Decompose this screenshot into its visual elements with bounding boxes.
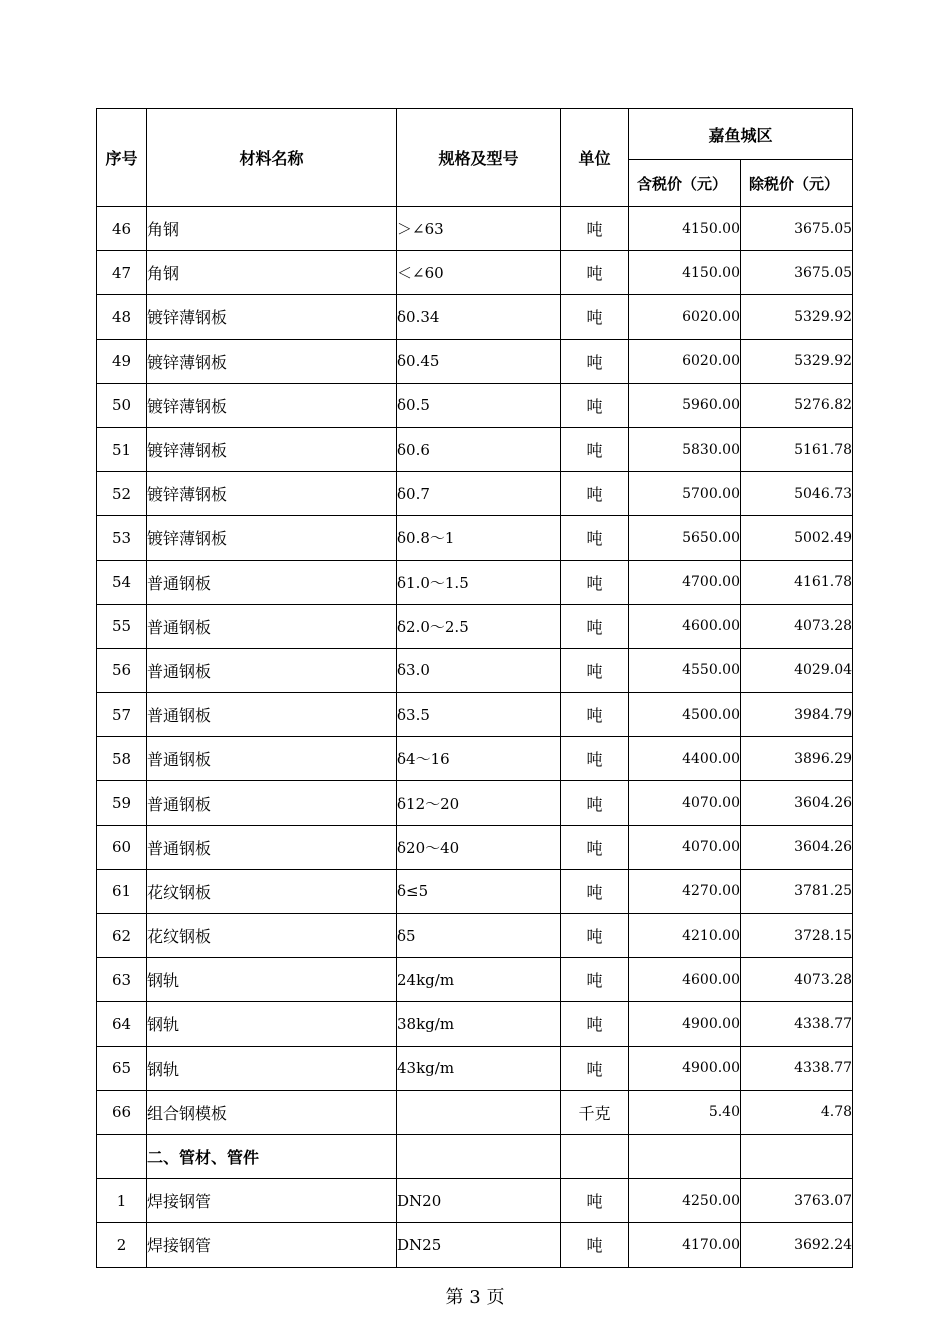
row-number: 63 [97, 958, 147, 1002]
unit: 吨 [561, 339, 629, 383]
table-row [97, 914, 853, 958]
row-number: 61 [97, 869, 147, 913]
price-table [96, 108, 853, 1268]
spec-model: δ12～20 [397, 781, 561, 825]
table-row [97, 295, 853, 339]
table-row [97, 516, 853, 560]
price-tax-excl: 3692.24 [741, 1223, 853, 1267]
spec-model: δ2.0～2.5 [397, 604, 561, 648]
price-tax-excl: 5329.92 [741, 339, 853, 383]
material-name: 角钢 [147, 251, 397, 295]
table-row [97, 693, 853, 737]
material-name: 普通钢板 [147, 825, 397, 869]
price-tax-incl: 5.40 [629, 1090, 741, 1134]
price-tax-excl: 3896.29 [741, 737, 853, 781]
section-row [97, 1134, 853, 1178]
table-row [97, 781, 853, 825]
spec-model: 24kg/m [397, 958, 561, 1002]
header-name: 材料名称 [147, 109, 397, 207]
unit: 吨 [561, 737, 629, 781]
material-name: 钢轨 [147, 1002, 397, 1046]
material-name: 组合钢模板 [147, 1090, 397, 1134]
unit: 吨 [561, 781, 629, 825]
material-name: 花纹钢板 [147, 914, 397, 958]
unit: 千克 [561, 1090, 629, 1134]
table-row [97, 604, 853, 648]
row-number: 60 [97, 825, 147, 869]
table-row [97, 1090, 853, 1134]
header-spec: 规格及型号 [397, 109, 561, 207]
price-tax-incl: 4600.00 [629, 958, 741, 1002]
material-name: 镀锌薄钢板 [147, 516, 397, 560]
price-tax-incl: 4250.00 [629, 1179, 741, 1223]
spec-model: δ1.0～1.5 [397, 560, 561, 604]
spec-model: δ3.5 [397, 693, 561, 737]
row-number: 52 [97, 472, 147, 516]
price-tax-excl [741, 1134, 853, 1178]
price-tax-excl: 5002.49 [741, 516, 853, 560]
unit: 吨 [561, 869, 629, 913]
price-tax-incl: 4900.00 [629, 1002, 741, 1046]
table-row [97, 1002, 853, 1046]
price-tax-excl: 4338.77 [741, 1002, 853, 1046]
row-number [97, 1134, 147, 1178]
spec-model: δ0.7 [397, 472, 561, 516]
row-number: 62 [97, 914, 147, 958]
row-number: 2 [97, 1223, 147, 1267]
unit: 吨 [561, 472, 629, 516]
price-tax-incl: 4270.00 [629, 869, 741, 913]
unit: 吨 [561, 825, 629, 869]
unit: 吨 [561, 604, 629, 648]
price-tax-excl: 5046.73 [741, 472, 853, 516]
table-row [97, 648, 853, 692]
price-tax-incl: 4170.00 [629, 1223, 741, 1267]
price-tax-excl: 3604.26 [741, 825, 853, 869]
price-tax-excl: 4073.28 [741, 604, 853, 648]
price-tax-incl: 4150.00 [629, 207, 741, 251]
unit: 吨 [561, 693, 629, 737]
price-tax-excl: 3675.05 [741, 207, 853, 251]
row-number: 58 [97, 737, 147, 781]
table-row [97, 427, 853, 471]
spec-model: DN20 [397, 1179, 561, 1223]
row-number: 54 [97, 560, 147, 604]
price-tax-incl: 5700.00 [629, 472, 741, 516]
spec-model: δ0.34 [397, 295, 561, 339]
spec-model: DN25 [397, 1223, 561, 1267]
spec-model: δ5 [397, 914, 561, 958]
price-tax-incl: 5960.00 [629, 383, 741, 427]
material-name: 普通钢板 [147, 604, 397, 648]
unit: 吨 [561, 648, 629, 692]
material-name: 镀锌薄钢板 [147, 339, 397, 383]
unit: 吨 [561, 251, 629, 295]
price-tax-incl: 6020.00 [629, 295, 741, 339]
table-row [97, 251, 853, 295]
price-tax-incl: 4600.00 [629, 604, 741, 648]
material-name: 普通钢板 [147, 648, 397, 692]
unit: 吨 [561, 427, 629, 471]
spec-model: 43kg/m [397, 1046, 561, 1090]
unit: 吨 [561, 914, 629, 958]
spec-model: 38kg/m [397, 1002, 561, 1046]
price-tax-excl: 3604.26 [741, 781, 853, 825]
row-number: 59 [97, 781, 147, 825]
price-tax-incl: 4400.00 [629, 737, 741, 781]
price-tax-excl: 5161.78 [741, 427, 853, 471]
unit: 吨 [561, 516, 629, 560]
price-tax-excl: 4029.04 [741, 648, 853, 692]
price-tax-incl: 5830.00 [629, 427, 741, 471]
price-tax-excl: 3763.07 [741, 1179, 853, 1223]
spec-model: δ0.8～1 [397, 516, 561, 560]
row-number: 53 [97, 516, 147, 560]
material-name: 角钢 [147, 207, 397, 251]
table-body [97, 207, 853, 1268]
header-tax-incl: 含税价（元） [629, 160, 741, 207]
price-tax-excl: 3675.05 [741, 251, 853, 295]
page-number: 第 3 页 [445, 1287, 505, 1308]
spec-model: δ0.45 [397, 339, 561, 383]
table-row [97, 339, 853, 383]
material-name: 花纹钢板 [147, 869, 397, 913]
table-row [97, 1179, 853, 1223]
material-name: 普通钢板 [147, 693, 397, 737]
spec-model: δ0.5 [397, 383, 561, 427]
table-row [97, 869, 853, 913]
material-name: 二、管材、管件 [147, 1134, 397, 1178]
spec-model [397, 1134, 561, 1178]
spec-model: δ≤5 [397, 869, 561, 913]
header-region: 嘉鱼城区 [629, 109, 853, 160]
unit: 吨 [561, 383, 629, 427]
row-number: 56 [97, 648, 147, 692]
price-tax-excl: 3728.15 [741, 914, 853, 958]
table-row [97, 207, 853, 251]
price-tax-incl: 4210.00 [629, 914, 741, 958]
row-number: 46 [97, 207, 147, 251]
spec-model: ＞∠63 [397, 207, 561, 251]
spec-model: δ4～16 [397, 737, 561, 781]
material-name: 普通钢板 [147, 560, 397, 604]
row-number: 50 [97, 383, 147, 427]
price-tax-excl: 5329.92 [741, 295, 853, 339]
table-row [97, 825, 853, 869]
unit: 吨 [561, 1046, 629, 1090]
spec-model: δ3.0 [397, 648, 561, 692]
unit: 吨 [561, 1002, 629, 1046]
header-tax-excl: 除税价（元） [741, 160, 853, 207]
price-tax-excl: 3781.25 [741, 869, 853, 913]
material-name: 钢轨 [147, 1046, 397, 1090]
material-name: 镀锌薄钢板 [147, 383, 397, 427]
material-name: 镀锌薄钢板 [147, 295, 397, 339]
spec-model [397, 1090, 561, 1134]
table-row [97, 737, 853, 781]
spec-model: δ20～40 [397, 825, 561, 869]
material-name: 焊接钢管 [147, 1223, 397, 1267]
unit: 吨 [561, 560, 629, 604]
material-name: 焊接钢管 [147, 1179, 397, 1223]
row-number: 65 [97, 1046, 147, 1090]
price-tax-excl: 4161.78 [741, 560, 853, 604]
spec-model: ＜∠60 [397, 251, 561, 295]
material-name: 普通钢板 [147, 737, 397, 781]
price-tax-excl: 4.78 [741, 1090, 853, 1134]
unit: 吨 [561, 958, 629, 1002]
price-tax-incl: 6020.00 [629, 339, 741, 383]
material-name: 普通钢板 [147, 781, 397, 825]
header-unit: 单位 [561, 109, 629, 207]
price-tax-incl: 5650.00 [629, 516, 741, 560]
price-tax-incl: 4070.00 [629, 781, 741, 825]
price-tax-incl: 4150.00 [629, 251, 741, 295]
row-number: 66 [97, 1090, 147, 1134]
row-number: 55 [97, 604, 147, 648]
price-tax-excl: 5276.82 [741, 383, 853, 427]
unit [561, 1134, 629, 1178]
table-row [97, 560, 853, 604]
price-tax-incl: 4700.00 [629, 560, 741, 604]
material-name: 镀锌薄钢板 [147, 427, 397, 471]
table-row [97, 1046, 853, 1090]
table-row [97, 958, 853, 1002]
table-row [97, 383, 853, 427]
material-name: 镀锌薄钢板 [147, 472, 397, 516]
row-number: 47 [97, 251, 147, 295]
price-tax-incl [629, 1134, 741, 1178]
row-number: 57 [97, 693, 147, 737]
unit: 吨 [561, 207, 629, 251]
price-tax-incl: 4900.00 [629, 1046, 741, 1090]
price-tax-incl: 4500.00 [629, 693, 741, 737]
spec-model: δ0.6 [397, 427, 561, 471]
price-tax-excl: 4338.77 [741, 1046, 853, 1090]
row-number: 64 [97, 1002, 147, 1046]
price-tax-excl: 4073.28 [741, 958, 853, 1002]
price-tax-incl: 4070.00 [629, 825, 741, 869]
header-no: 序号 [97, 109, 147, 207]
unit: 吨 [561, 1179, 629, 1223]
row-number: 48 [97, 295, 147, 339]
price-tax-incl: 4550.00 [629, 648, 741, 692]
table-row [97, 1223, 853, 1267]
row-number: 51 [97, 427, 147, 471]
row-number: 49 [97, 339, 147, 383]
price-tax-excl: 3984.79 [741, 693, 853, 737]
table-row [97, 472, 853, 516]
row-number: 1 [97, 1179, 147, 1223]
unit: 吨 [561, 1223, 629, 1267]
material-name: 钢轨 [147, 958, 397, 1002]
unit: 吨 [561, 295, 629, 339]
